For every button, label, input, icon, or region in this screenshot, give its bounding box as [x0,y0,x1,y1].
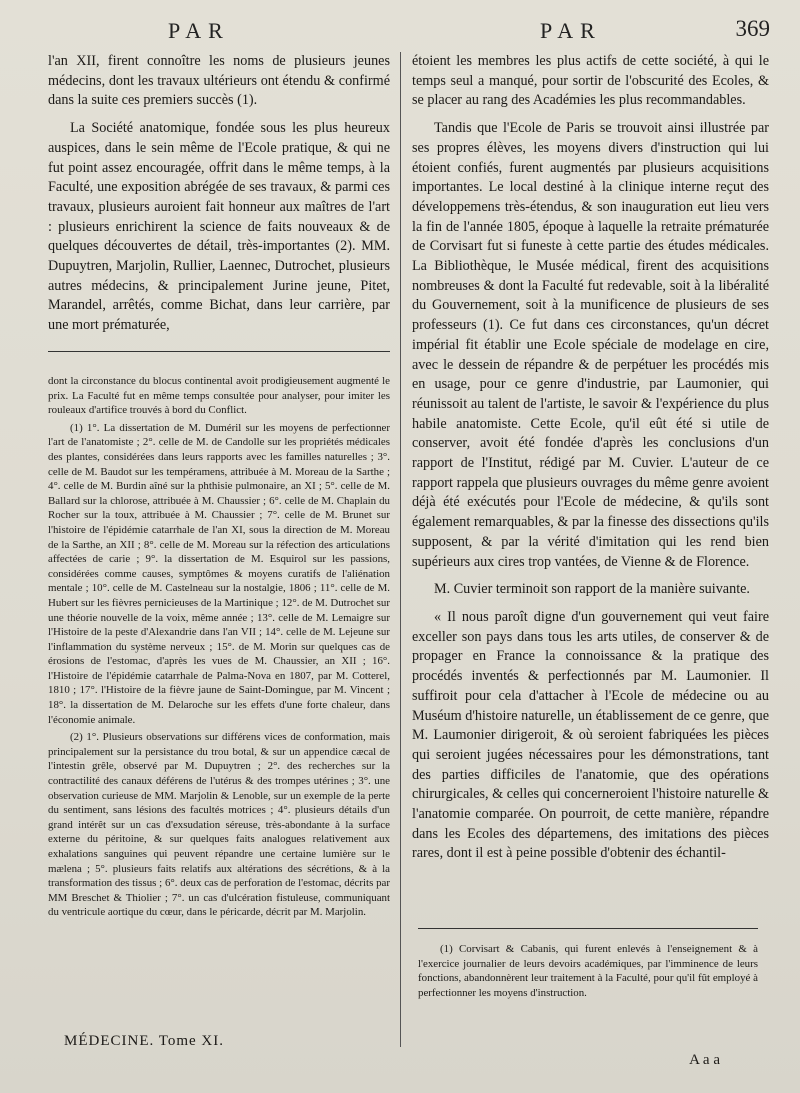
running-head-left: PAR [168,18,230,43]
signature-line: MÉDECINE. Tome XI. [64,1033,224,1049]
left-footnotes [48,374,390,920]
footnote: (1) 1°. La dissertation de M. Duméril sur les moyens de perfectionner l'art de l'anatomiste ; 2°. celle de M. de Candolle sur les propriétés médicales des plantes, considérées dans leurs rapports avec les familles naturelles ; 3°. celle de M. Baudot sur les tempéramens, attribuée à M. Moreau de la Sarthe ; 4°. celle de M. Burdin aîné sur la phthisie pulmonaire, an XI ; 5°. celle de M. Ballard sur la chlorose, attribuée à M. Chaussier ; 6°. celle de M. Chaplain du Rocher sur la toux, attribuée à M. Chaussier ; 7°. celle de M. Brunet sur l'histoire de l'épidémie catarrhale de l'an XI, sous la direction de M. Moreau de la Sarthe, an XII ; 8°. celle de M. Moreau sur la réfection des articulations affectées de carie ; 9°. la dissertation de M. Esquirol sur les passions, considérées comme causes, symptômes & moyens curatifs de l'aliénation mentale ; 10°. celle de M. Castelneau sur la nostalgie, 1806 ; 11°. celle de M. Hubert sur les fièvres pernicieuses de la Martinique ; 12°. de M. Dutrochet sur une théorie nouvelle de la voix, même année ; 13°. celle de M. Lemaigre sur l'Histoire de la peste d'Alexandrie dans l'an VII ; 14°. celle de M. Lejeune sur l'inflammation du système nerveux ; 15°. de M. Morin sur quelques cas de érosions de l'estomac, d'après les vues de M. Chaussier, an XII ; 16°. l'Histoire de l'épidémie catarrhale de Palma-Nova en 1807, par M. Cotterel, 1810 ; 17°. l'Histoire de la fièvre jaune de Saint-Domingue, par M. Vincent ; 18°. la dissertation de M. Delaroche sur les effets d'une forte chaleur, dans l'économie animale. [48,421,390,726]
signature-mark: A a a [689,1052,720,1068]
column-divider [400,52,401,1047]
running-head-right: PAR [540,18,602,43]
right-footnotes [418,942,758,1000]
footnote: (1) Corvisart & Cabanis, qui furent enlevés à l'enseignement & à l'exercice journalier de leurs devoirs académiques, par l'imminence de leurs fonctions, abandonnèrent leur traitement à la Faculté, pour qu'il fût employé à perfectionner les moyens d'instruction. [418,943,758,999]
page-number: 369 [735,16,770,41]
footnote: dont la circonstance du blocus continental avoit prodigieusement augmenté le prix. La Faculté fut en même temps consultée pour analyser, pour imiter les rouleaux d'artifice trouvés à bord du Conflict. [48,375,390,417]
footnote-rule [418,928,758,929]
footnote: (2) 1°. Plusieurs observations sur différens vices de conformation, mais principalement sur la persistance du trou botal, & sur un appendice cæcal de l'intestin grêle, observé par M. Dupuytren ; 2°. des recherches sur la contractilité des canaux déférens de l'utérus & des trompes utérines ; 3°. une observation curieuse de MM. Marjolin & Lenoble, sur un exemple de la perte du sentiment, sans lésions des facultés motrices ; 4°. plusieurs détails d'un grand intérêt sur un cas d'exsudation séreuse, très-abondante à la surface externe du péritoine, & sur quelques faits analogues relativement aux exhalations sanguines qui peuvent répandre une certaine lumière sur le mælena ; 5°. plusieurs faits relatifs aux altérations des sécrétions, & à la transformation des tissus ; 6°. deux cas de perforation de l'estomac, décrits par MM Breschet & Thiolier ; 7°. un cas d'ulcération fistuleuse, communiquant du ventricule aortique du cœur, dans le péricarde, décrit par M. Marjolin. [48,731,390,919]
paragraph: La Société anatomique, fondée sous les plus heureux auspices, dans le sein même de l'Ecole pratique, & qui ne fut point assez encouragée, offrit dans le même temps, à la Faculté, une exposition abrégée de ses travaux, & parmi ces travaux, plusieurs auroient fait honneur aux maîtres de l'art : plusieurs enrichirent la science de faits nouveaux & de quelques découvertes de détail, très-importantes (2). MM. Dupuytren, Marjolin, Rullier, Laennec, Dutrochet, plusieurs autres médecins, & principalement Jurine jeune, Pitet, Marandel, arrêtés, comme Bichat, dans leur carrière, par une mort prématurée, [48,120,390,334]
paragraph: M. Cuvier terminoit son rapport de la manière suivante. [434,581,750,598]
right-column-text [412,52,769,864]
paragraph: étoient les membres les plus actifs de cette société, à qui le temps seul a manqué, pour sortir de l'obscurité des Ecoles, & se placer au rang des Académies les plus recommandables. [412,53,769,109]
footnote-rule [48,351,390,352]
paragraph: « Il nous paroît digne d'un gouvernement qui veut faire exceller son pays dans tous les arts utiles, de conserver & de propager en France la connoissance & la pratique des procédés inventés & perfectionnés par M. Laumonier. Il suffiroit pour cela d'attacher à l'Ecole de médecine ou au Muséum d'histoire naturelle, un établissement de ce genre, que M. Laumonier dirigeroit, & où seroient fabriquées les pièces qui seroient jugées nécessaires pour les démonstrations, tant des parties difficiles de l'anatomie, que des opérations chirurgicales, & celles qui concerneroient l'histoire naturelle & l'anatomie comparée. On pourroit, de cette manière, répandre dans les Ecoles des départemens, des imitations des pièces rares, dont il est à peine possible d'obtenir des échantil- [412,608,769,862]
paragraph: Tandis que l'Ecole de Paris se trouvoit ainsi illustrée par ses propres élèves, les moyens divers d'instruction qui lui étoient confiés, furent augmentés par plusieurs acquisitions importantes. Le local destiné à la clinique interne reçut des développemens très-étendus, & son inauguration eut lieu vers la fin de l'année 1805, époque à laquelle la retraite prématurée de Corvisart fut si funeste à cette partie des études médicales. La Bibliothèque, le Musée médical, firent des acquisitions nombreuses & dont la Faculté fut redevable, soit à la libéralité du Gouvernement, soit à la munificence de plusieurs de ses professeurs (1). Ce fut dans ces circonstances, qu'un décret impérial fit établir une Ecole spéciale de modelage en cire, avec le dessein de répandre & de perpétuer les procédés mis en usage, pour ce genre d'industrie, par Laumonier, qui réunissoit au talent de l'artiste, le savoir & l'expérience du plus habile anatomiste. Cette Ecole, qu'il eût été si utile de conserver, avoit été fondée d'après les conclusions d'un rapport de l'Institut, rédigé par M. Cuvier. L'auteur de ce rapport rappela que plusieurs ouvrages du même genre avoient déjà été exécutés pour l'Ecole de médecine, & qu'ils sont également remarquables, & par la finesse des dissections qu'ils supposent, & par la vérité d'imitation qui les rend bien supérieurs aux cires trop vantées, de Vienne & de Florence. [412,120,769,570]
left-column-text [48,52,390,336]
paragraph: l'an XII, firent connoître les noms de plusieurs jeunes médecins, dont les travaux ultérieurs ont étendu & confirmé dans la suite ces premiers succès (1). [48,53,390,109]
